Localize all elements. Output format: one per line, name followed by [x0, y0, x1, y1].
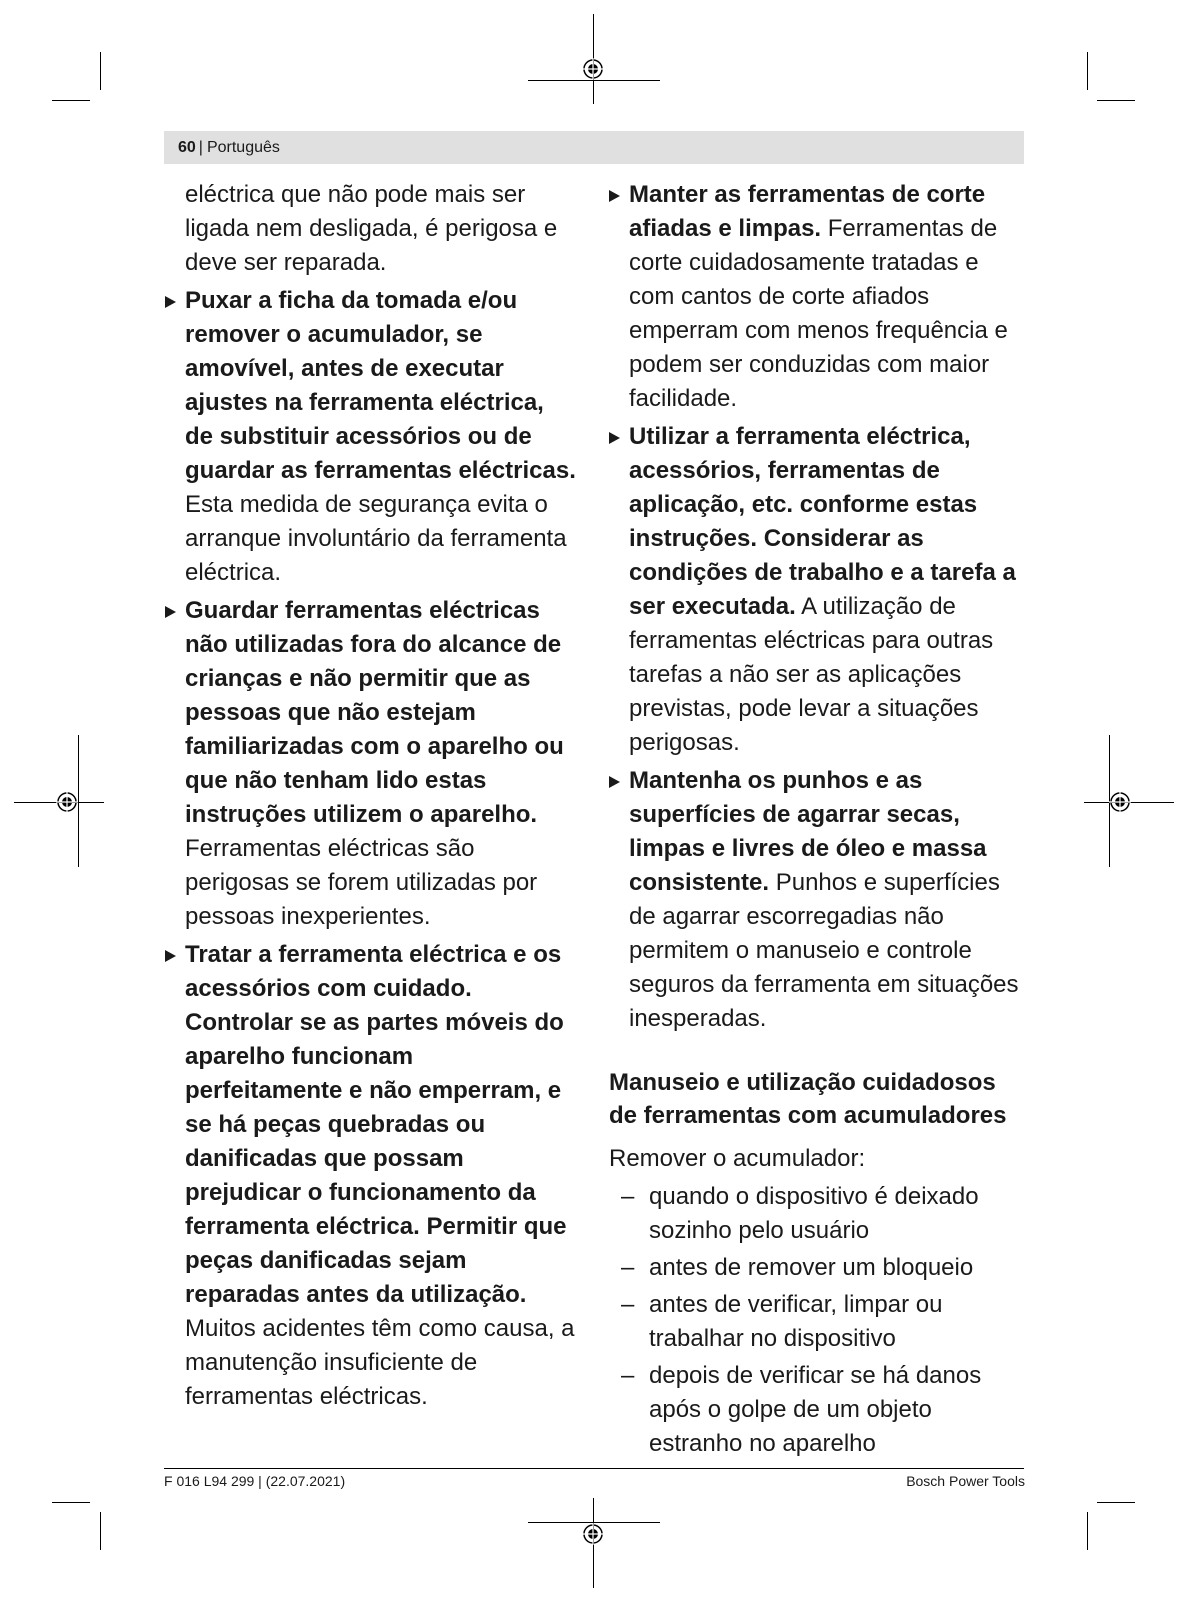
bullet-triangle-icon	[165, 296, 176, 308]
dash-marker: –	[621, 1362, 635, 1389]
crop-mark	[1087, 1512, 1088, 1550]
list-item	[609, 1359, 1027, 1461]
safety-item	[609, 420, 1027, 760]
dash-marker: –	[621, 1254, 635, 1281]
safety-item-bold: Mantenha os punhos e as superfícies de agarrar secas, limpas e livres de óleo e massa consistente.	[629, 767, 987, 896]
safety-item-text: Ferramentas eléctricas são perigosas se forem utilizadas por pessoas inexperientes.	[185, 835, 538, 930]
registration-target-icon	[1109, 791, 1131, 813]
safety-item	[609, 178, 1027, 416]
crop-mark	[528, 80, 660, 81]
safety-item-text: Punhos e superfícies de agarrar escorregadias não permitem o manuseio e controle seguros da ferramenta em situações inesperadas.	[629, 869, 1019, 1032]
dash-marker: –	[621, 1291, 635, 1318]
safety-item	[165, 938, 577, 1414]
footer-document-id: F 016 L94 299 | (22.07.2021)	[164, 1473, 346, 1489]
header-language: Português	[206, 139, 280, 156]
page-number: 60	[178, 139, 196, 156]
crop-mark	[78, 735, 79, 867]
section-heading: Manuseio e utilização cuidadosos de ferramentas com acumuladores	[609, 1069, 1007, 1129]
list-item-text: antes de remover um bloqueio	[649, 1254, 974, 1281]
list-item	[609, 1288, 1027, 1356]
crop-mark	[52, 1502, 90, 1503]
header-separator: |	[198, 139, 203, 156]
continuation-paragraph: eléctrica que não pode mais ser ligada nem desligada, é perigosa e deve ser reparada.	[185, 181, 558, 276]
crop-mark	[52, 100, 90, 101]
safety-item-bold: Utilizar a ferramenta eléctrica, acessórios, ferramentas de aplicação, etc. conforme estas instruções. Considerar as condições de trabalho e a tarefa a ser executada.	[629, 423, 1016, 620]
safety-item-text: Muitos acidentes têm como causa, a manutenção insuficiente de ferramentas eléctricas.	[185, 1315, 575, 1410]
crop-mark	[1087, 52, 1088, 90]
right-column	[609, 178, 1027, 1464]
footer-divider	[164, 1468, 1024, 1469]
page-header	[164, 131, 1024, 164]
bullet-triangle-icon	[165, 950, 176, 962]
crop-mark	[100, 52, 101, 90]
safety-item	[165, 594, 577, 934]
list-item	[609, 1180, 1027, 1248]
left-column	[165, 178, 577, 1418]
dash-marker: –	[621, 1183, 635, 1210]
registration-target-icon	[582, 1523, 604, 1545]
safety-item-bold: Tratar a ferramenta eléctrica e os acessórios com cuidado. Controlar se as partes móveis do aparelho funcionam perfeitamente e não emperram, e se há peças quebradas ou danificadas que possam prejudicar o funcionamento da ferramenta eléctrica. Permitir que peças danificadas sejam reparadas antes da utilização.	[185, 941, 567, 1308]
list-item-text: depois de verificar se há danos após o golpe de um objeto estranho no aparelho	[649, 1362, 982, 1457]
crop-mark	[1097, 1502, 1135, 1503]
bullet-triangle-icon	[165, 606, 176, 618]
safety-item-bold: Manter as ferramentas de corte afiadas e limpas.	[629, 181, 986, 242]
list-item-text: antes de verificar, limpar ou trabalhar no dispositivo	[649, 1291, 943, 1352]
safety-item-text: Esta medida de segurança evita o arranque involuntário da ferramenta eléctrica.	[185, 491, 567, 586]
registration-target-icon	[56, 791, 78, 813]
safety-item-bold: Guardar ferramentas eléctricas não utilizadas fora do alcance de crianças e não permitir que as pessoas que não estejam familiarizadas com o aparelho ou que não tenham lido estas instruções utilizem o aparelho.	[185, 597, 564, 828]
list-item	[609, 1251, 1027, 1285]
bullet-triangle-icon	[609, 432, 620, 444]
list-item-text: quando o dispositivo é deixado sozinho pelo usuário	[649, 1183, 979, 1244]
safety-item	[609, 764, 1027, 1036]
footer-brand: Bosch Power Tools	[906, 1473, 1025, 1489]
registration-target-icon	[582, 58, 604, 80]
safety-item	[165, 284, 577, 590]
crop-mark	[100, 1512, 101, 1550]
bullet-triangle-icon	[609, 190, 620, 202]
section-intro: Remover o acumulador:	[609, 1145, 866, 1172]
safety-item-text: Ferramentas de corte cuidadosamente tratadas e com cantos de corte afiados emperram com menos frequência e podem ser conduzidas com maior facilidade.	[629, 215, 1008, 412]
crop-mark	[1097, 100, 1135, 101]
safety-item-bold: Puxar a ficha da tomada e/ou remover o acumulador, se amovível, antes de executar ajustes na ferramenta eléctrica, de substituir acessórios ou de guardar as ferramentas eléctricas.	[185, 287, 576, 484]
bullet-triangle-icon	[609, 776, 620, 788]
safety-item-text: A utilização de ferramentas eléctricas para outras tarefas a não ser as aplicações previstas, pode levar a situações perigosas.	[629, 593, 994, 756]
